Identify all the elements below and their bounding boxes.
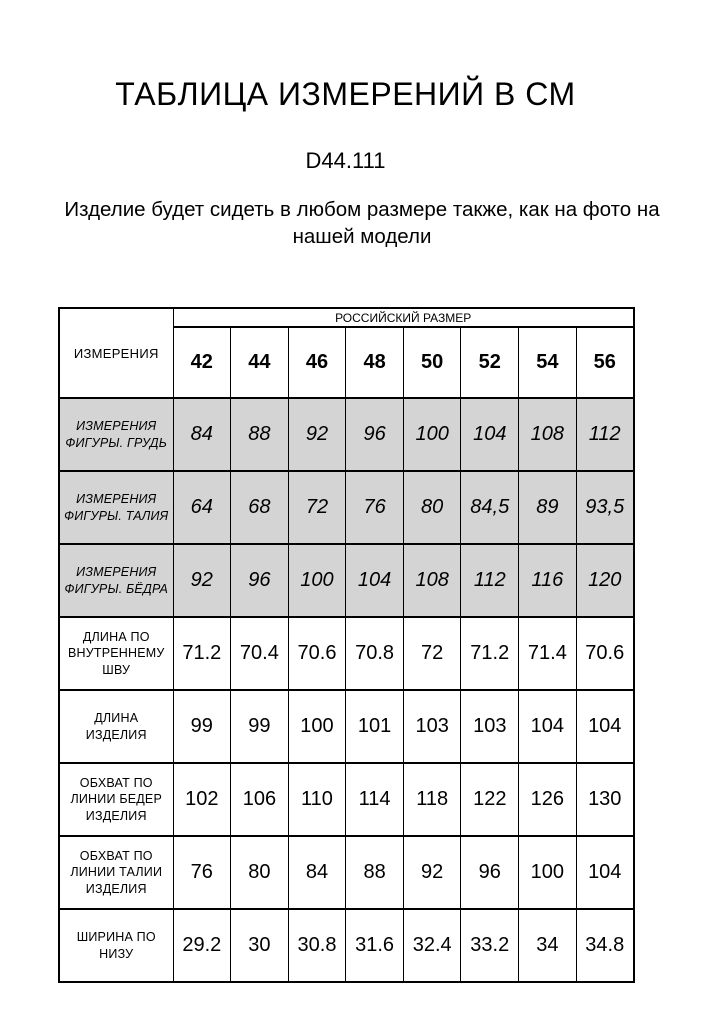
product-code: D44.111 (305, 148, 386, 173)
cell: 96 (461, 836, 519, 909)
cell: 112 (461, 544, 519, 617)
size-header-52: 52 (461, 327, 519, 398)
cell: 32.4 (403, 909, 461, 982)
cell: 30.8 (288, 909, 346, 982)
cell: 34 (519, 909, 577, 982)
size-header-56: 56 (576, 327, 634, 398)
cell: 96 (346, 398, 404, 471)
cell: 102 (173, 763, 231, 836)
cell: 30 (231, 909, 289, 982)
cell: 31.6 (346, 909, 404, 982)
cell: 103 (403, 690, 461, 763)
cell: 70.6 (288, 617, 346, 690)
table-row-waist-girth-item (59, 836, 634, 909)
cell: 64 (173, 471, 231, 544)
cell: 92 (403, 836, 461, 909)
cell: 104 (576, 836, 634, 909)
cell: 33.2 (461, 909, 519, 982)
cell: 118 (403, 763, 461, 836)
cell: 93,5 (576, 471, 634, 544)
cell: 112 (576, 398, 634, 471)
cell: 126 (519, 763, 577, 836)
cell: 71.2 (173, 617, 231, 690)
fit-note: Изделие будет сидеть в любом размере также, как на фото на нашей модели (64, 198, 660, 248)
size-header-50: 50 (403, 327, 461, 398)
cell: 88 (346, 836, 404, 909)
cell: 106 (231, 763, 289, 836)
cell: 71.4 (519, 617, 577, 690)
table-header-group-row (59, 308, 634, 327)
cell: 80 (231, 836, 289, 909)
table-row-figure-chest (59, 398, 634, 471)
cell: 71.2 (461, 617, 519, 690)
cell: 108 (403, 544, 461, 617)
row-label: ШИРИНА ПО НИЗУ (59, 909, 173, 982)
cell: 110 (288, 763, 346, 836)
cell: 99 (173, 690, 231, 763)
cell: 80 (403, 471, 461, 544)
cell: 120 (576, 544, 634, 617)
page-title: ТАБЛИЦА ИЗМЕРЕНИЙ В СМ (115, 76, 576, 112)
cell: 122 (461, 763, 519, 836)
cell: 70.4 (231, 617, 289, 690)
cell: 108 (519, 398, 577, 471)
russian-size-group-header: РОССИЙСКИЙ РАЗМЕР (173, 308, 634, 327)
cell: 104 (519, 690, 577, 763)
table-row-hip-girth-item (59, 763, 634, 836)
row-label: ИЗМЕРЕНИЯ ФИГУРЫ. ГРУДЬ (59, 398, 173, 471)
size-header-44: 44 (231, 327, 289, 398)
measurements-table (58, 307, 635, 983)
cell: 104 (461, 398, 519, 471)
cell: 100 (519, 836, 577, 909)
table-row-figure-hips (59, 544, 634, 617)
table-row-inseam-length (59, 617, 634, 690)
size-header-46: 46 (288, 327, 346, 398)
cell: 100 (403, 398, 461, 471)
table-row-item-length (59, 690, 634, 763)
row-label: ИЗМЕРЕНИЯ ФИГУРЫ. БЁДРА (59, 544, 173, 617)
cell: 68 (231, 471, 289, 544)
cell: 70.6 (576, 617, 634, 690)
cell: 92 (173, 544, 231, 617)
cell: 72 (403, 617, 461, 690)
cell: 100 (288, 690, 346, 763)
cell: 101 (346, 690, 404, 763)
row-label: ИЗМЕРЕНИЯ ФИГУРЫ. ТАЛИЯ (59, 471, 173, 544)
row-label: ОБХВАТ ПО ЛИНИИ ТАЛИИ ИЗДЕЛИЯ (59, 836, 173, 909)
row-label: ДЛИНА ПО ВНУТРЕННЕМУ ШВУ (59, 617, 173, 690)
cell: 104 (346, 544, 404, 617)
cell: 76 (173, 836, 231, 909)
row-label: ОБХВАТ ПО ЛИНИИ БЕДЕР ИЗДЕЛИЯ (59, 763, 173, 836)
cell: 96 (231, 544, 289, 617)
measurements-corner-header: ИЗМЕРЕНИЯ (59, 308, 173, 398)
size-header-48: 48 (346, 327, 404, 398)
cell: 103 (461, 690, 519, 763)
cell: 130 (576, 763, 634, 836)
cell: 72 (288, 471, 346, 544)
table-row-bottom-width (59, 909, 634, 982)
size-header-54: 54 (519, 327, 577, 398)
cell: 100 (288, 544, 346, 617)
cell: 116 (519, 544, 577, 617)
cell: 34.8 (576, 909, 634, 982)
cell: 70.8 (346, 617, 404, 690)
cell: 104 (576, 690, 634, 763)
cell: 29.2 (173, 909, 231, 982)
cell: 99 (231, 690, 289, 763)
cell: 84 (173, 398, 231, 471)
cell: 88 (231, 398, 289, 471)
cell: 84 (288, 836, 346, 909)
cell: 89 (519, 471, 577, 544)
row-label: ДЛИНА ИЗДЕЛИЯ (59, 690, 173, 763)
cell: 76 (346, 471, 404, 544)
table-row-figure-waist (59, 471, 634, 544)
size-header-42: 42 (173, 327, 231, 398)
cell: 84,5 (461, 471, 519, 544)
cell: 92 (288, 398, 346, 471)
cell: 114 (346, 763, 404, 836)
